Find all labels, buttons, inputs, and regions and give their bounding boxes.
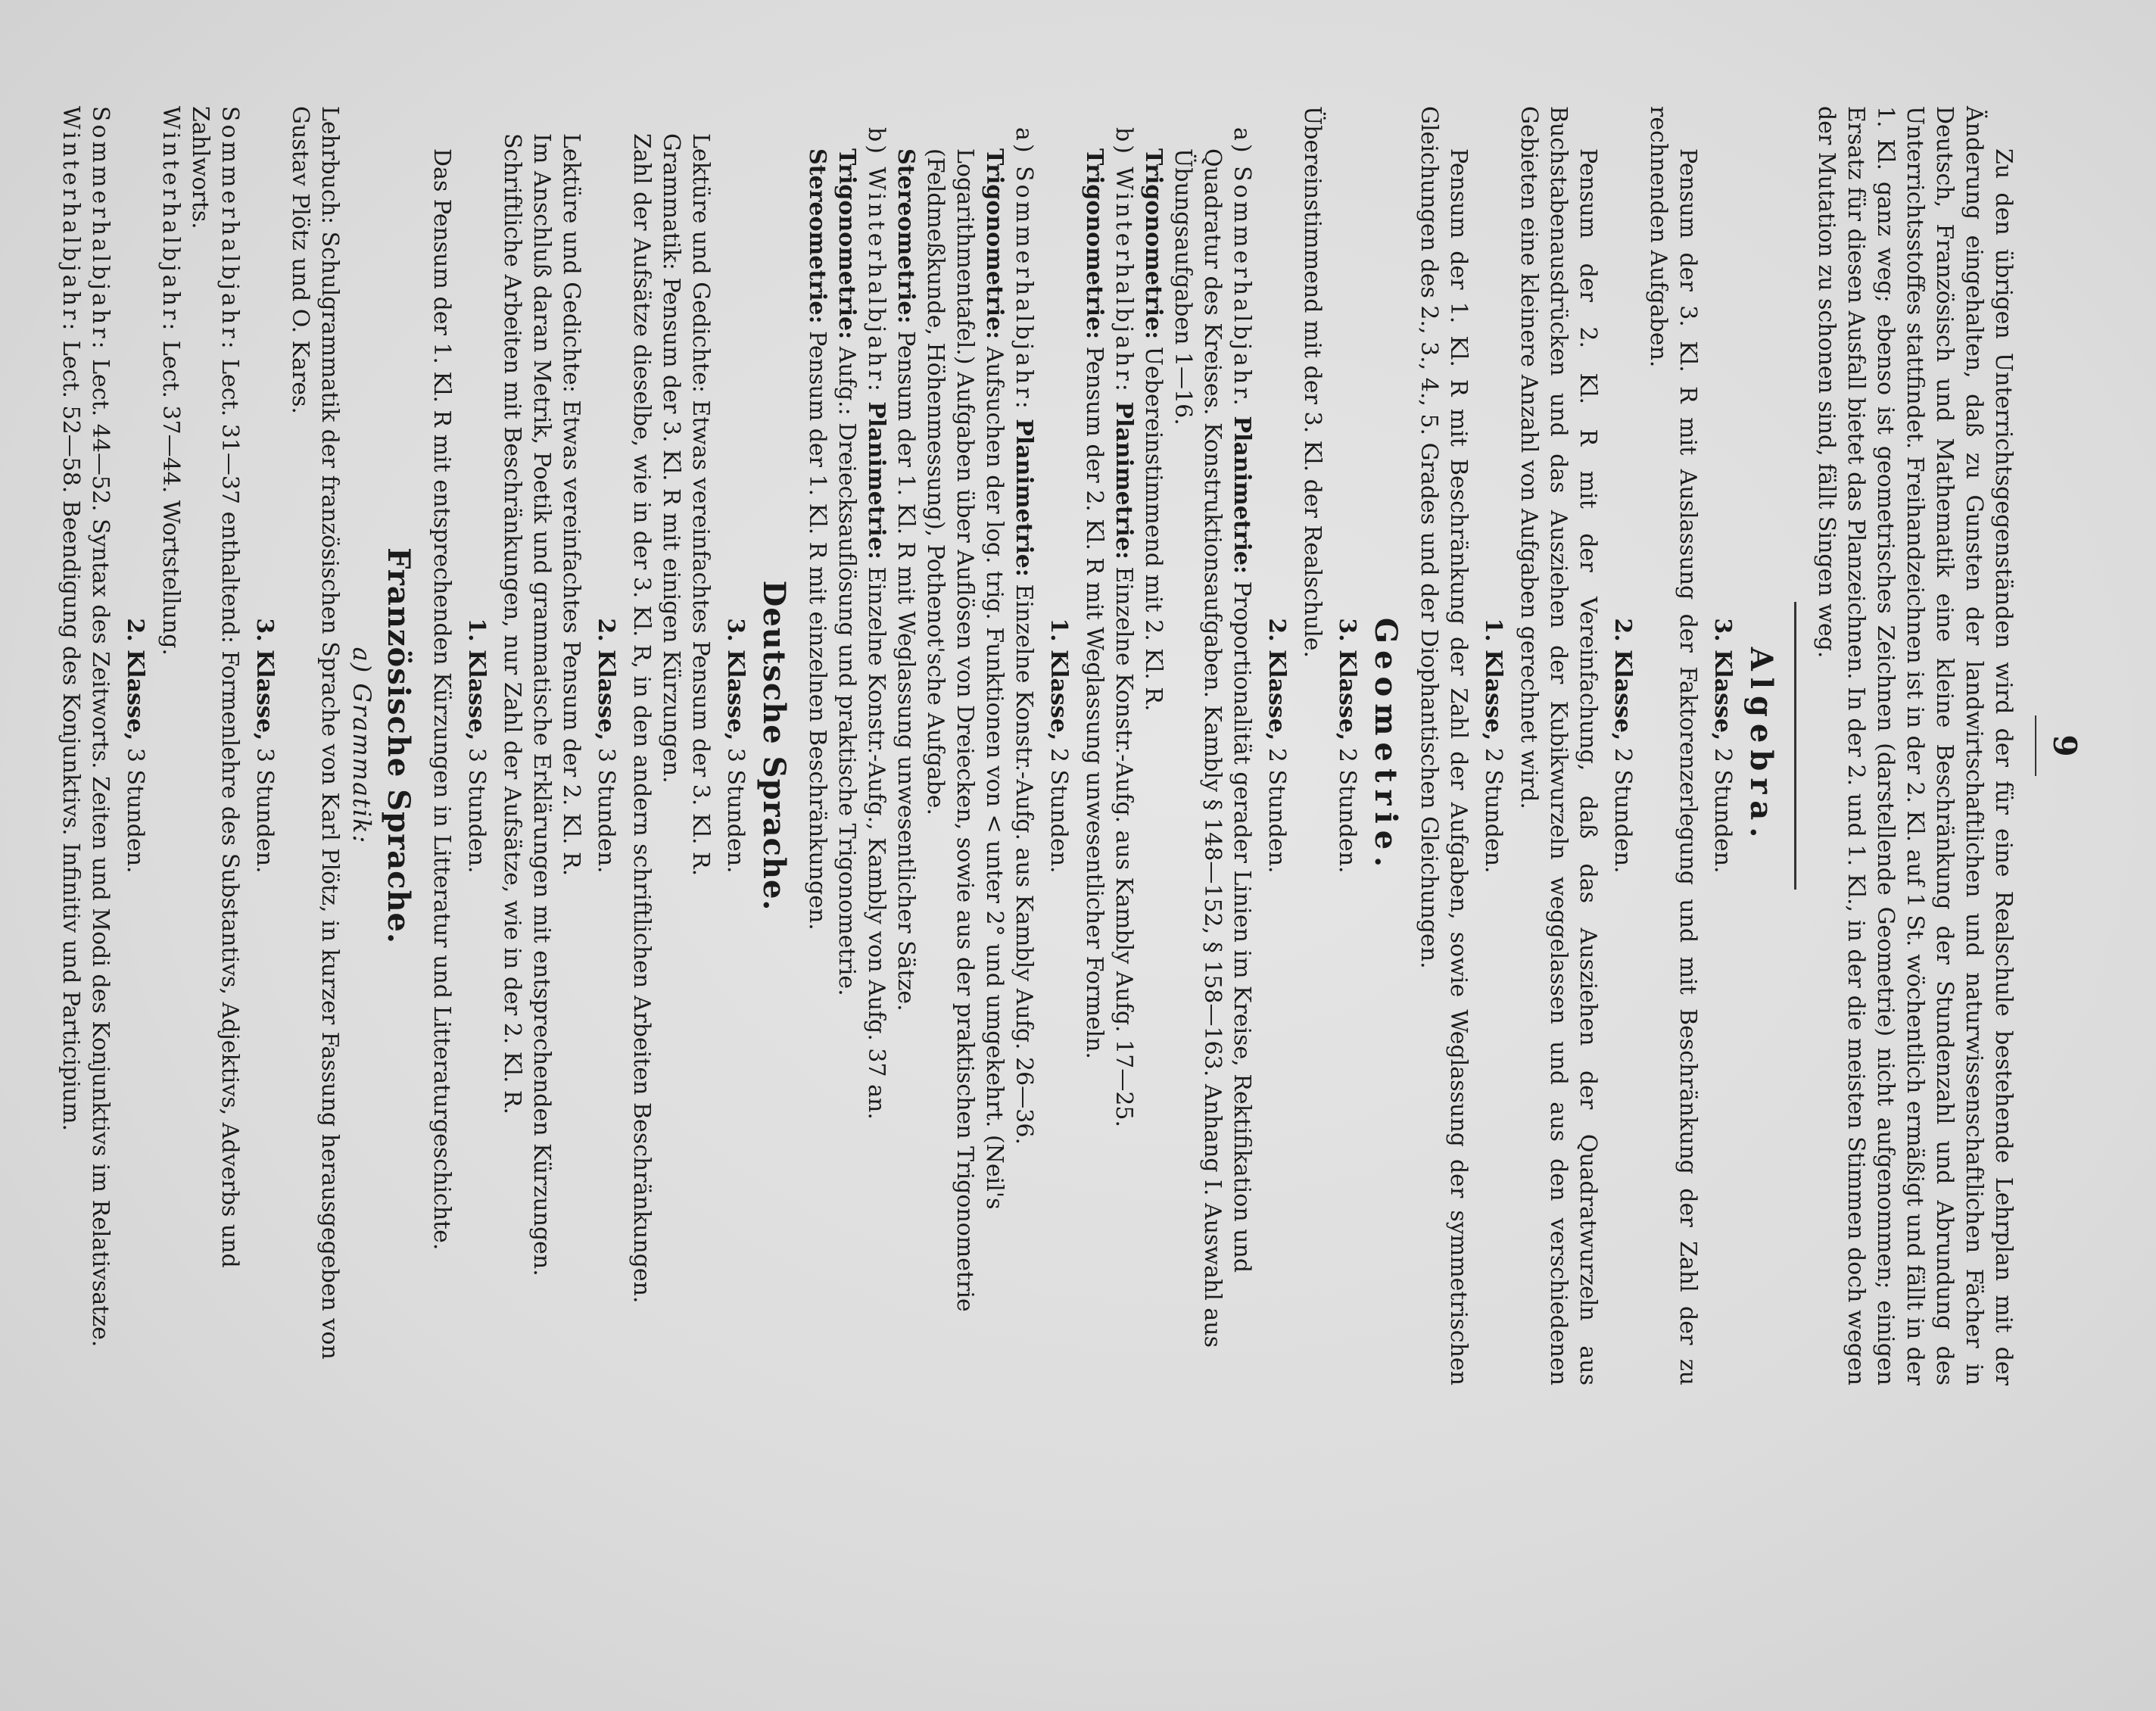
term-entry: [86, 106, 115, 1385]
class-hours: 2 Stunden.: [1709, 747, 1736, 874]
term-entry: [861, 106, 891, 1385]
class-heading: [1261, 106, 1291, 1385]
class-label: 2. Klasse,: [122, 618, 148, 741]
term-lead: a) Sommerhalbjahr.: [1229, 127, 1255, 409]
class-hours: 3 Stunden.: [251, 747, 278, 874]
term-text: Lect. 44—52. Syntax des Zeitworts. Zeiten und Modi des Konjunktivs im Relativsatze.: [87, 359, 114, 1348]
intro-paragraph: Zu den übrigen Unterrichtsgegenständen wird der für eine Realschule bestehende Lehrplan mit der Änderung eingehalten, daß zu Gunsten der landwirtschaftlichen und naturwissenschaftlichen Fächer in Deutsch, Französisch und Mathematik eine kleine Beschränkung der Stundenzahl und Abrundung des Unterrichtsstoffes stattfindet. Freihandzeichnen ist in der 2. Kl. auf 1 St. wöchentlich ermäßigt und fällt in der 1. Kl. ganz weg; ebenso ist geometrisches Zeichnen (darstellende Geometrie) nicht aufgenommen; einigen Ersatz für diesen Ausfall bietet das Planzeichnen. In der 2. und 1. Kl., in der die meisten Stimmen doch wegen der Mutation zu schonen sind, fällt Singen weg.: [1813, 106, 2017, 1385]
class-text: Pensum der 3. Kl. R mit Auslassung der Faktorenzerlegung und mit Beschränkung der Zahl der zu rechnenden Aufgaben.: [1645, 106, 1701, 1385]
class-heading: [461, 106, 491, 1385]
class-hours: 2 Stunden.: [1480, 747, 1506, 874]
term-label: Planimetrie:: [863, 401, 890, 559]
term-lead: Sommerhalbjahr:: [217, 106, 243, 352]
class-label: 3. Klasse,: [722, 618, 749, 741]
term-label: Stereometrie:: [804, 148, 830, 324]
term-lead: b) Winterhalbjahr:: [863, 127, 890, 394]
section-title-algebra: Algebra.: [1743, 647, 1779, 845]
term-label: Trigonometrie:: [833, 148, 860, 340]
term-entry: [832, 106, 861, 1385]
term-text: Einzelne Konstr.-Aufg. aus Kambly Aufg. 26—36.: [1011, 584, 1037, 1145]
text-line: Lektüre und Gedichte: Etwas vereinfachtes Pensum der 2. Kl. R.: [558, 133, 584, 877]
class-hours: 2 Stunden.: [1334, 747, 1360, 874]
term-label: Planimetrie:: [1011, 419, 1037, 577]
class-text: Pensum der 1. Kl. R mit Beschränkung der Zahl der Aufgaben, sowie Weglassung der symmetrischen Gleichungen des 2., 3., 4., 5. Grades und der Diophantischen Gleichungen.: [1416, 106, 1472, 1385]
text-line: Im Anschluß daran Metrik, Poetik und grammatische Erklärungen mit entsprechenden Kürzungen.: [528, 133, 555, 1276]
class-label: 3. Klasse,: [251, 618, 278, 741]
term-text: Einzelne Konstr.-Aufg. aus Kambly Aufg. 17—25.: [1111, 566, 1137, 1128]
term-lead: Winterhalbjahr:: [58, 106, 84, 334]
term-text: Lect. 52—58. Beendigung des Konjunktivs. Infinitiv und Participium.: [58, 340, 84, 1132]
class-label: 3. Klasse,: [1709, 618, 1736, 741]
class-text: Das Pensum der 1. Kl. R mit entsprechenden Kürzungen in Litteratur und Litteraturgeschichte.: [428, 148, 455, 1251]
term-label: Planimetrie:: [1229, 416, 1255, 575]
class-heading: [1707, 106, 1737, 1385]
class-hours: 3 Stunden.: [593, 747, 619, 874]
class-hours: 2 Stunden.: [1609, 747, 1636, 874]
class-heading: [1607, 106, 1637, 1385]
term-text: Pensum der 1. Kl. R mit einzelnen Beschränkungen.: [804, 331, 830, 930]
term-entry: [185, 106, 245, 1385]
term-text: Uebereinstimmend mit 2. Kl. R.: [1140, 346, 1167, 712]
section-algebra: [1414, 106, 1779, 1385]
term-text: Einzelne Konstr.-Aufg., Kambly von Aufg. 37 an.: [863, 566, 890, 1120]
class-text: Pensum der 2. Kl. R mit der Vereinfachung, daß das Ausziehen der Quadratwurzeln aus Buchstabenausdrücken und das Ausziehen der Kubikwurzeln weggelassen und aus den verschiedenen Gebieten eine kleinere Anzahl von Aufgaben gerechnet wird.: [1516, 106, 1601, 1385]
text-line: Lehrbuch: Schulgrammatik der französischen Sprache von Karl Plötz, in kurzer Fassung herausgegeben von Gustav Plötz und O. Kares.: [287, 106, 343, 1360]
class-heading: [590, 106, 621, 1385]
term-entry: [1080, 106, 1109, 1385]
term-label: Trigonometrie:: [981, 148, 1008, 340]
term-lead: a) Sommerhalbjahr:: [1011, 127, 1037, 412]
class-heading: [1478, 106, 1508, 1385]
class-hours: 2 Stunden.: [1045, 747, 1072, 874]
term-lead: Winterhalbjahr:: [157, 106, 184, 334]
term-lead: b) Winterhalbjahr:: [1111, 127, 1137, 394]
class-text: Übereinstimmend mit der 3. Kl. der Realschule.: [1299, 106, 1326, 659]
section-franz: [56, 106, 416, 1385]
term-entry: [802, 106, 832, 1385]
section-deutsch: [427, 106, 792, 1385]
subsection-title-grammatik: a) Grammatik:: [347, 647, 376, 845]
section-title-franz: Französische Sprache.: [381, 547, 416, 944]
term-entry: [1168, 106, 1257, 1385]
class-heading: [1332, 106, 1362, 1385]
header-rule: [2035, 715, 2036, 776]
class-label: 3. Klasse,: [1334, 618, 1360, 741]
class-label: 1. Klasse,: [463, 618, 490, 741]
section-title-geometrie: Geometrie.: [1368, 617, 1404, 874]
class-heading: [720, 106, 750, 1385]
class-hours: 3 Stunden.: [122, 747, 148, 874]
text-line: Zahl der Aufsätze dieselbe, wie in der 3. Kl. R, in den andern schriftlichen Arbeiten Beschränkungen.: [628, 133, 655, 1304]
term-text: Aufg.: Dreiecksauflösung und praktische Trigonometrie.: [833, 346, 860, 996]
term-text: Aufsuchen der log. trig. Funktionen von < unter 2° und umgekehrt. (Neil's Logarithmentafel.) Aufgaben über Auflösen von Dreiecken, sowie aus der praktischen Trigonometrie (Feldmeßkunde, Höhenmessung), Pothenot'sche Aufgabe.: [922, 148, 1008, 1312]
class-hours: 2 Stunden.: [1263, 747, 1290, 874]
class-hours: 3 Stunden.: [722, 747, 749, 874]
class-label: 2. Klasse,: [1263, 618, 1290, 741]
class-label: 1. Klasse,: [1480, 618, 1506, 741]
term-lead: Sommerhalbjahr:: [87, 106, 114, 352]
term-entry: [891, 106, 921, 1385]
class-heading: [249, 106, 279, 1385]
term-label: Trigonometrie:: [1140, 148, 1167, 340]
term-label: Trigonometrie:: [1081, 148, 1108, 340]
term-entry: [1139, 106, 1168, 1385]
term-text: Lect. 31—37 enthaltend: Formenlehre des Substantivs, Adjektivs, Adverbs und Zahlworts.: [187, 106, 243, 1268]
class-label: 2. Klasse,: [1609, 618, 1636, 741]
class-heading: [1043, 106, 1073, 1385]
term-entry: [1009, 106, 1039, 1385]
term-text: Pensum der 2. Kl. R mit Weglassung unwesentlicher Formeln.: [1081, 346, 1108, 1059]
section-geometrie: [802, 106, 1404, 1385]
term-entry: [156, 106, 185, 1385]
class-heading: [120, 106, 150, 1385]
term-entry: [1109, 106, 1139, 1385]
text-line: Schriftliche Arbeiten mit Beschränkungen, nur Zahl der Aufsätze, wie in der 2. Kl. R.: [499, 133, 525, 1115]
term-entry: [56, 106, 86, 1385]
term-label: Planimetrie:: [1111, 401, 1137, 559]
class-hours: 3 Stunden.: [463, 747, 490, 874]
term-text: Proportionalität gerader Linien im Kreise, Rektifikation und Quadratur des Kreises. Konstruktionsaufgaben. Kambly § 148—152, § 158—163. Anhang I. Auswahl aus Übungsaufgaben 1—16.: [1170, 148, 1255, 1348]
term-text: Lect. 37—44. Wortstellung.: [157, 340, 184, 656]
section-divider: [1794, 602, 1796, 890]
term-entry: [921, 106, 1009, 1385]
term-text: Pensum der 1. Kl. R mit Weglassung unwesentlicher Sätze.: [893, 331, 919, 1011]
term-label: Stereometrie:: [893, 148, 919, 324]
text-line: Grammatik: Pensum der 3. Kl. R mit einigen Kürzungen.: [658, 133, 684, 784]
section-title-deutsch: Deutsche Sprache.: [756, 580, 792, 912]
text-line: Lektüre und Gedichte: Etwas vereinfachtes Pensum der 3. Kl. R.: [687, 133, 714, 877]
class-label: 2. Klasse,: [593, 618, 619, 741]
page-header: [2018, 106, 2083, 1385]
page-number: 9: [2046, 734, 2083, 757]
class-label: 1. Klasse,: [1045, 618, 1072, 741]
